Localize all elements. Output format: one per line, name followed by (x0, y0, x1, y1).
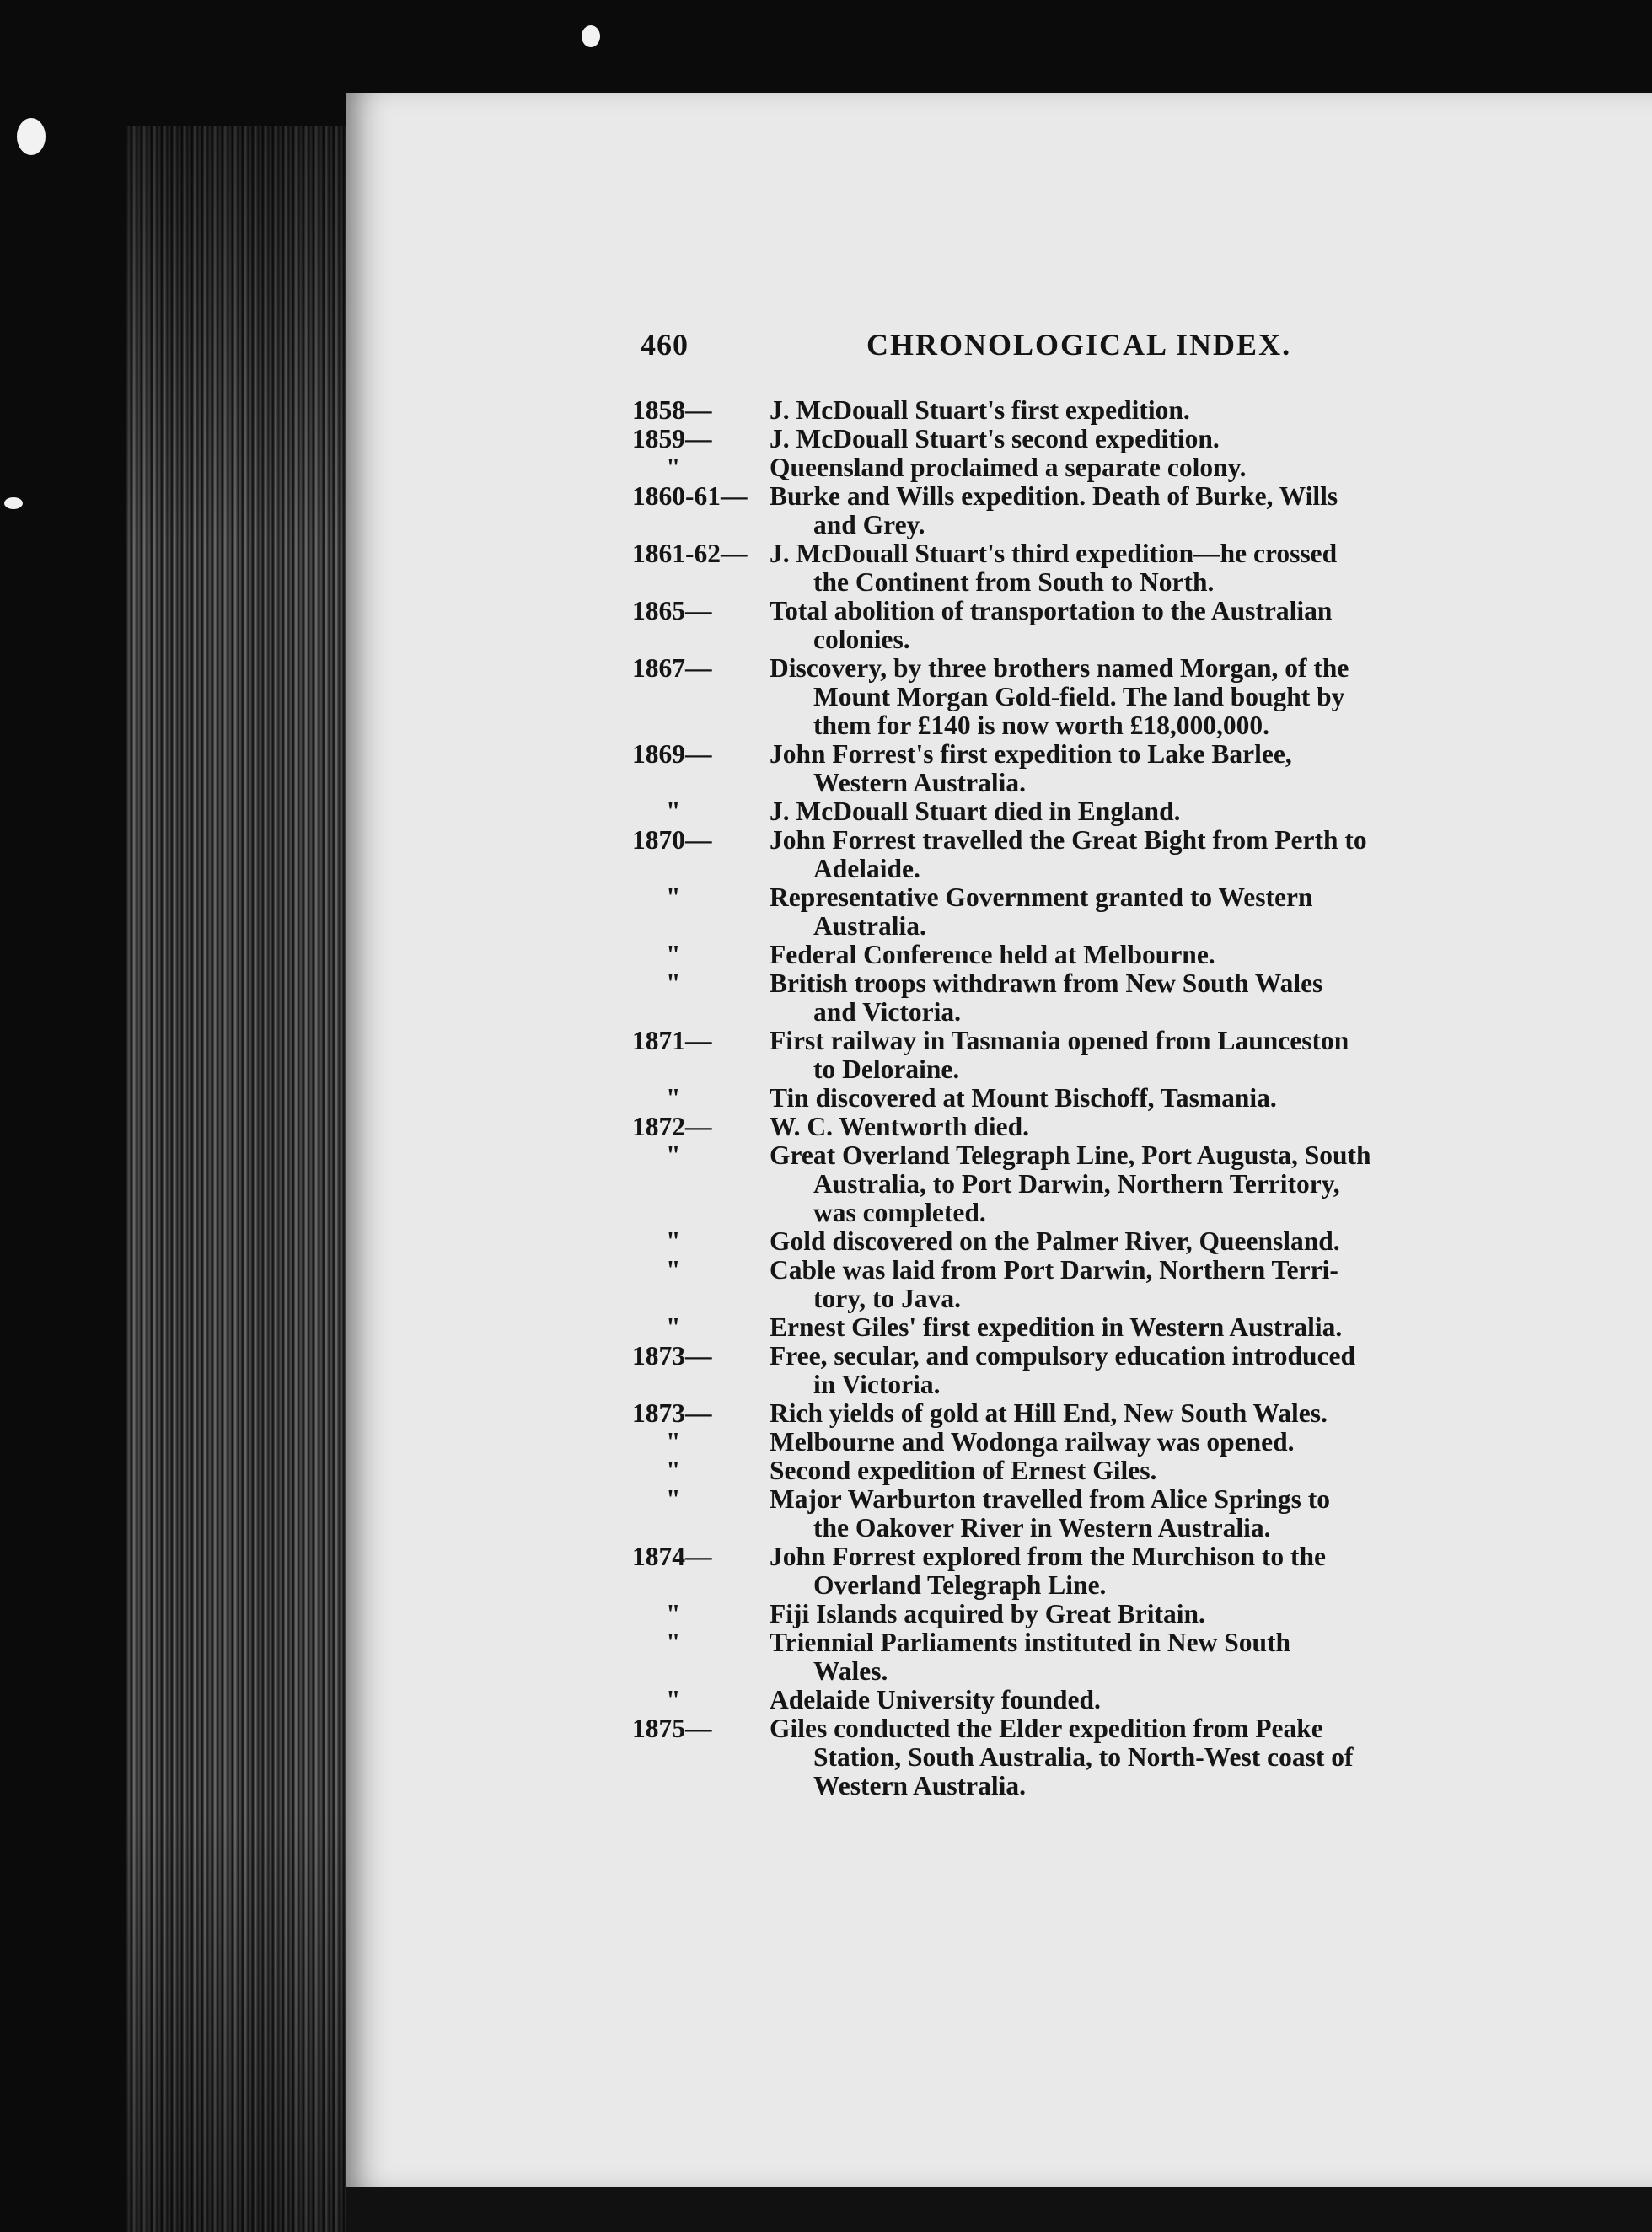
chronology-entry (632, 1084, 1526, 1113)
entry-date: 1869— (632, 739, 712, 769)
entry-line: Melbourne and Wodonga railway was opened. (770, 1427, 1295, 1457)
entry-line: Overland Telegraph Line. (813, 1570, 1107, 1600)
entry-line: Adelaide. (813, 854, 920, 883)
entry-date: 1870— (632, 825, 712, 855)
entry-line: Representative Government granted to Western (770, 883, 1313, 912)
entry-text (770, 396, 1526, 425)
entry-text (770, 1256, 1526, 1313)
entry-text (770, 453, 1526, 482)
entry-line: colonies. (813, 625, 910, 654)
entry-date: 1874— (632, 1542, 712, 1571)
page-title: CHRONOLOGICAL INDEX. (866, 328, 1292, 362)
entry-line: Burke and Wills expedition. Death of Burke, Wills (770, 481, 1338, 511)
chronology-entry (632, 654, 1526, 740)
entry-date: 1860-61— (632, 481, 748, 511)
entry-text (770, 1113, 1526, 1141)
entry-line: British troops withdrawn from New South Wales (770, 968, 1323, 998)
entry-date: " (666, 1226, 681, 1256)
entry-text (770, 969, 1526, 1027)
chronology-entry (632, 826, 1526, 883)
entry-line: Queensland proclaimed a separate colony. (770, 453, 1247, 482)
entry-line: John Forrest explored from the Murchison to the (770, 1542, 1326, 1571)
entry-line: J. McDouall Stuart died in England. (770, 797, 1181, 826)
entry-line: Western Australia. (813, 1771, 1026, 1800)
entry-line: Giles conducted the Elder expedition from Peake (770, 1714, 1323, 1743)
chronology-entry (632, 1457, 1526, 1485)
entry-date: 1859— (632, 424, 712, 453)
entry-text (770, 1686, 1526, 1714)
chronology-entry (632, 1600, 1526, 1628)
chronology-entry (632, 482, 1526, 539)
page-bottom-shadow (346, 2187, 1652, 2232)
chronology-entry (632, 740, 1526, 797)
entry-line: Station, South Australia, to North-West coast of (813, 1742, 1354, 1772)
entry-text (770, 740, 1526, 797)
chronology-entry (632, 453, 1526, 482)
entry-text (770, 1543, 1526, 1600)
entry-line: Major Warburton travelled from Alice Springs to (770, 1484, 1330, 1514)
entry-line: was completed. (813, 1198, 986, 1227)
entry-date: " (666, 940, 681, 969)
chronology-entry (632, 1027, 1526, 1084)
entry-line: Free, secular, and compulsory education introduced (770, 1341, 1356, 1371)
entry-line: in Victoria. (813, 1370, 941, 1399)
entry-line: Wales. (813, 1656, 888, 1686)
entry-line: and Grey. (813, 510, 925, 539)
chronology-entry (632, 1714, 1526, 1800)
entry-text (770, 1399, 1526, 1428)
chronology-entry (632, 969, 1526, 1027)
chronology-entry (632, 1342, 1526, 1399)
chronology-entry (632, 396, 1526, 425)
entry-date: 1872— (632, 1112, 712, 1141)
entry-date: " (666, 1599, 681, 1628)
entry-line: Mount Morgan Gold-field. The land bought by (813, 682, 1345, 711)
entry-date: " (666, 1685, 681, 1714)
entry-text (770, 1457, 1526, 1485)
entry-text (770, 1485, 1526, 1543)
entry-line: tory, to Java. (813, 1284, 961, 1313)
entry-line: to Deloraine. (813, 1054, 960, 1084)
entry-text (770, 797, 1526, 826)
entry-line: Australia. (813, 911, 926, 941)
entry-date: " (666, 797, 681, 826)
entry-date: " (666, 1484, 681, 1514)
chronology-entry (632, 1428, 1526, 1457)
entry-line: Rich yields of gold at Hill End, New South Wales. (770, 1398, 1328, 1428)
entry-date: " (666, 1083, 681, 1113)
entry-line: and Victoria. (813, 997, 962, 1027)
entry-date: " (666, 1427, 681, 1457)
entry-date: 1867— (632, 653, 712, 683)
chronology-entry (632, 797, 1526, 826)
entry-date: " (666, 1255, 681, 1285)
entry-text (770, 1600, 1526, 1628)
entry-text (770, 1227, 1526, 1256)
entry-line: Great Overland Telegraph Line, Port Augusta, South (770, 1140, 1371, 1170)
dust-speck (17, 118, 46, 155)
entry-line: the Oakover River in Western Australia. (813, 1513, 1271, 1543)
entry-line: John Forrest's first expedition to Lake Barlee, (770, 739, 1292, 769)
entry-line: Gold discovered on the Palmer River, Queensland. (770, 1226, 1340, 1256)
entry-date: 1858— (632, 395, 712, 425)
entry-date: " (666, 1140, 681, 1170)
entry-line: the Continent from South to North. (813, 567, 1215, 597)
entry-line: Fiji Islands acquired by Great Britain. (770, 1599, 1205, 1628)
chronology-list (632, 396, 1526, 1800)
page-number: 460 (641, 328, 689, 362)
entry-text (770, 539, 1526, 597)
entry-line: J. McDouall Stuart's first expedition. (770, 395, 1190, 425)
entry-date: 1875— (632, 1714, 712, 1743)
chronology-entry (632, 1485, 1526, 1543)
chronology-entry (632, 1141, 1526, 1227)
entry-text (770, 1628, 1526, 1686)
entry-line: First railway in Tasmania opened from Launceston (770, 1026, 1349, 1055)
entry-text (770, 482, 1526, 539)
entry-line: Triennial Parliaments instituted in New South (770, 1628, 1291, 1657)
entry-text (770, 883, 1526, 941)
chronology-entry (632, 883, 1526, 941)
entry-line: Discovery, by three brothers named Morgan, of the (770, 653, 1349, 683)
dust-speck (4, 497, 23, 509)
entry-line: Australia, to Port Darwin, Northern Territory, (813, 1169, 1340, 1199)
chronology-entry (632, 1399, 1526, 1428)
entry-line: Federal Conference held at Melbourne. (770, 940, 1215, 969)
chronology-entry (632, 1227, 1526, 1256)
chronology-entry (632, 539, 1526, 597)
edge-shadow (126, 126, 354, 2232)
chronology-entry (632, 1628, 1526, 1686)
entry-line: Total abolition of transportation to the Australian (770, 596, 1333, 625)
entry-date: " (666, 453, 681, 482)
entry-line: John Forrest travelled the Great Bight from Perth to (770, 825, 1367, 855)
entry-text (770, 941, 1526, 969)
entry-line: W. C. Wentworth died. (770, 1112, 1030, 1141)
entry-text (770, 1342, 1526, 1399)
dust-speck (582, 25, 600, 47)
entry-line: Western Australia. (813, 768, 1026, 797)
entry-text (770, 1027, 1526, 1084)
entry-line: Second expedition of Ernest Giles. (770, 1456, 1157, 1485)
entry-line: Ernest Giles' first expedition in Western Australia. (770, 1312, 1343, 1342)
chronology-entry (632, 1686, 1526, 1714)
entry-date: 1873— (632, 1341, 712, 1371)
entry-line: Cable was laid from Port Darwin, Northern Terri- (770, 1255, 1338, 1285)
entry-date: " (666, 1628, 681, 1657)
entry-date: 1873— (632, 1398, 712, 1428)
entry-line: them for £140 is now worth £18,000,000. (813, 711, 1270, 740)
entry-date: " (666, 968, 681, 998)
entry-line: Adelaide University founded. (770, 1685, 1101, 1714)
entry-date: 1865— (632, 596, 712, 625)
chronology-entry (632, 425, 1526, 453)
entry-text (770, 597, 1526, 654)
entry-line: J. McDouall Stuart's third expedition—he crossed (770, 539, 1338, 568)
entry-date: 1871— (632, 1026, 712, 1055)
entry-text (770, 425, 1526, 453)
entry-text (770, 1141, 1526, 1227)
entry-date: " (666, 883, 681, 912)
entry-text (770, 1714, 1526, 1800)
chronology-entry (632, 1256, 1526, 1313)
entry-date: " (666, 1312, 681, 1342)
entry-text (770, 1313, 1526, 1342)
entry-line: Tin discovered at Mount Bischoff, Tasmania. (770, 1083, 1277, 1113)
entry-text (770, 826, 1526, 883)
entry-text (770, 1084, 1526, 1113)
entry-line: J. McDouall Stuart's second expedition. (770, 424, 1220, 453)
chronology-entry (632, 1113, 1526, 1141)
entry-date: 1861-62— (632, 539, 748, 568)
page-header (641, 327, 1526, 361)
chronology-entry (632, 1313, 1526, 1342)
chronology-entry (632, 597, 1526, 654)
entry-date: " (666, 1456, 681, 1485)
entry-text (770, 1428, 1526, 1457)
entry-text (770, 654, 1526, 740)
chronology-entry (632, 1543, 1526, 1600)
chronology-entry (632, 941, 1526, 969)
